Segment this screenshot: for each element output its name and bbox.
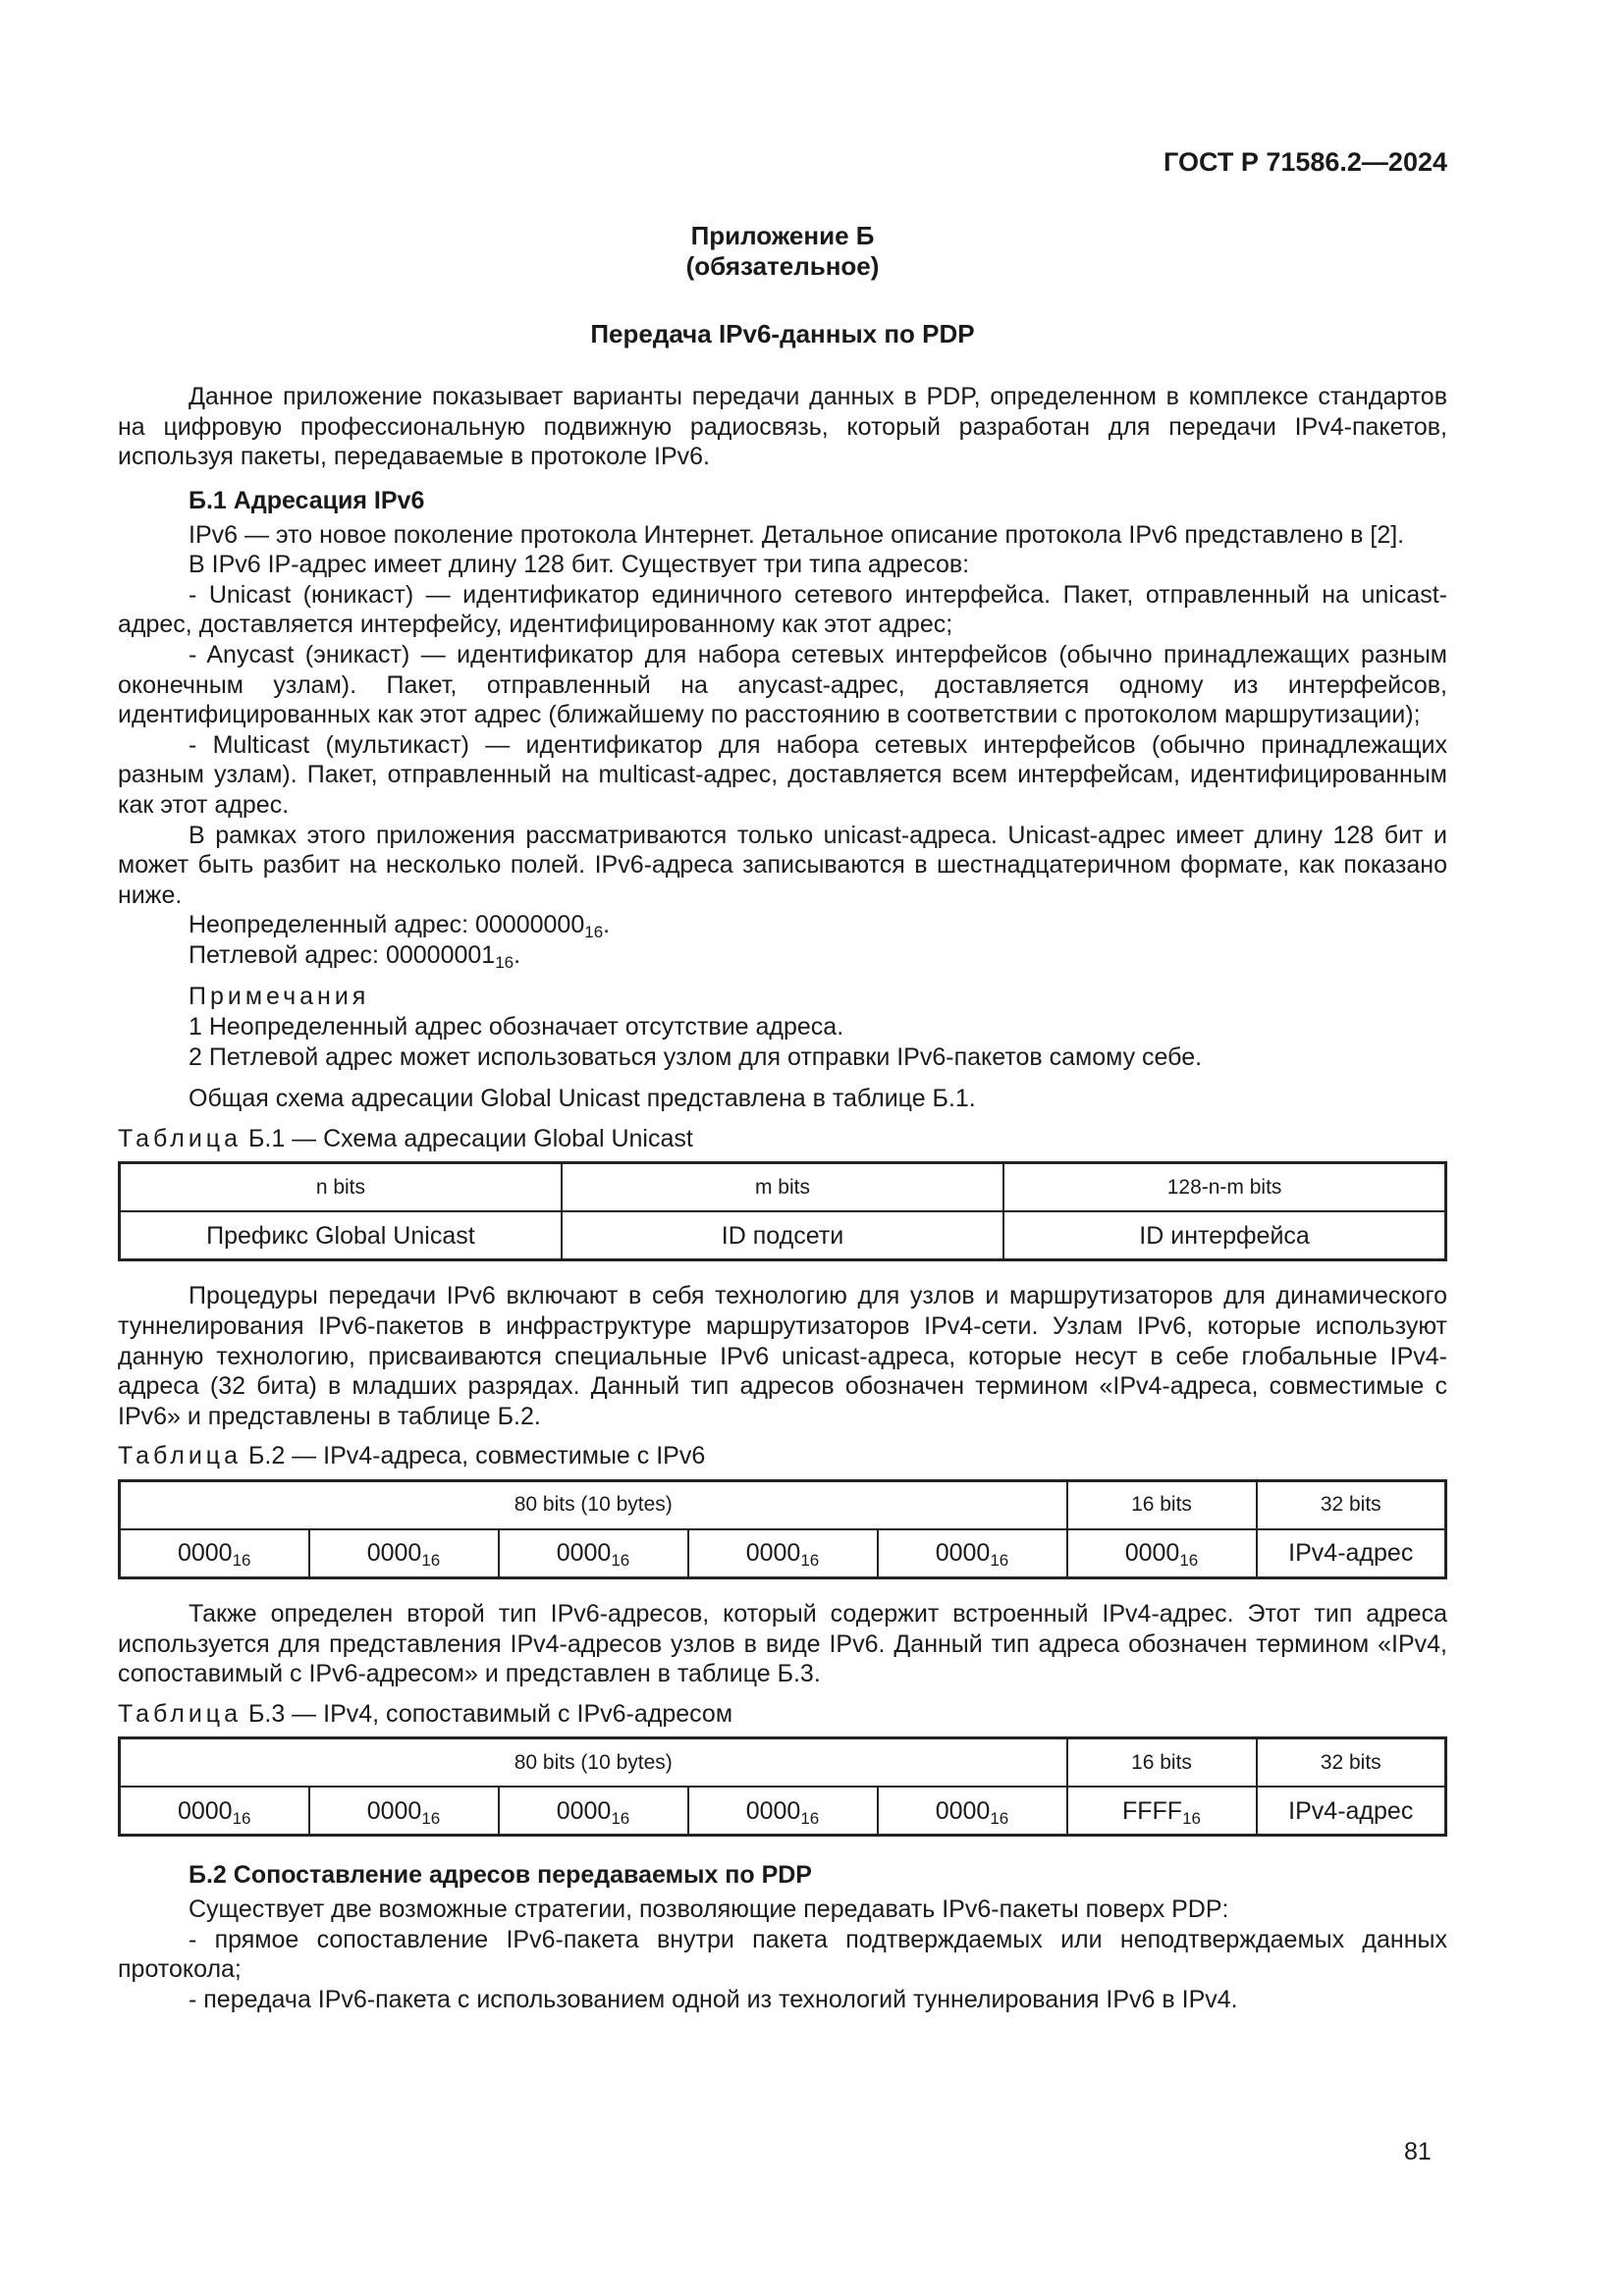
table-cell: $FFFF_{16}$ [1067,1787,1257,1836]
list-item-anycast: - Anycast (эникаст) — идентификатор для набора сетевых интерфейсов (обычно принадлежащих разным оконечным узлам). Пакет, отправленный на anycast-адрес, доставляется одному из интерфейсов, идентифицированных как этот адрес (ближайшему по расстоянию в соответствии с протоколом маршрутизации); [118,640,1447,729]
table-cell: $0000_{16}$ [120,1787,309,1836]
table-b2-caption: Таблица Б.2 — IPv4-адреса, совместимые с IPv6 [118,1442,706,1470]
list-item: - передача IPv6-пакета с использованием одной из технологий туннелирования IPv6 в IPv4. [189,1985,1238,2013]
table-cell: $0000_{16}$ [688,1787,878,1836]
table-b2 [118,1479,1447,1579]
loopback-address: Петлевой адрес: $00000001_{16}$. [189,940,521,972]
table-header-cell: n bits [120,1163,562,1212]
list-item-unicast: - Unicast (юникаст) — идентификатор единичного сетевого интерфейса. Пакет, отправленный на unicast-адрес, доставляется интерфейсу, идентифицированному как этот адрес; [118,580,1447,639]
paragraph: В рамках этого приложения рассматриваются только unicast-адреса. Unicast-адрес имеет длину 128 бит и может быть разбит на несколько полей. IPv6-адреса записываются в шестнадцатеричном формате, как показано ниже. [118,821,1447,909]
table-header-cell: 16 bits [1067,1738,1257,1788]
table-cell: ID интерфейса [1003,1211,1445,1260]
document-page [118,147,1447,2014]
table-b1-caption: Таблица Б.1 — Схема адресации Global Unicast [118,1124,693,1152]
section-b2-heading: Б.2 Сопоставление адресов передаваемых по PDP [189,1861,812,1890]
standard-code: ГОСТ Р 71586.2—2024 [1164,147,1447,177]
table-cell: $0000_{16}$ [499,1529,688,1578]
table-cell: $0000_{16}$ [878,1787,1067,1836]
table-header-cell: m bits [562,1163,1003,1212]
notes-heading: Примечания [189,983,370,1011]
paragraph: Процедуры передачи IPv6 включают в себя технологию для узлов и маршрутизаторов для динамического туннелирования IPv6-пакетов в инфраструктуре маршрутизаторов IPv4-сети. Узлам IPv6, которые используют данную технологию, присваиваются специальные IPv6 unicast-адреса, которые несут в себе глобальные IPv4-адреса (32 бита) в младших разрядах. Данный тип адресов обозначен термином «IPv4-адреса, совместимые с IPv6» и представлены в таблице Б.2. [118,1282,1447,1430]
table-header-cell: 32 bits [1257,1738,1446,1788]
annex-label: Приложение Б [690,220,875,250]
table-b3-caption: Таблица Б.3 — IPv4, сопоставимый с IPv6-адресом [118,1699,733,1728]
annex-status: (обязательное) [685,250,880,281]
unspecified-address: Неопределенный адрес: $00000000_{16}$. [189,911,611,942]
table-cell: IPv4-адрес [1257,1787,1446,1836]
table-cell: $0000_{16}$ [878,1529,1067,1578]
table-cell: $0000_{16}$ [1067,1529,1257,1578]
table-cell: $0000_{16}$ [688,1529,878,1578]
paragraph: IPv6 — это новое поколение протокола Интернет. Детальное описание протокола IPv6 представлено в [2]. [189,520,1405,549]
list-item-multicast: - Multicast (мультикаст) — идентификатор для набора сетевых интерфейсов (обычно принадлежащих разным узлам). Пакет, отправленный на multicast-адрес, доставляется всем интерфейсам, идентифицированным как этот адрес. [118,730,1447,819]
table-header-cell: 16 bits [1067,1481,1257,1530]
section-b1-heading: Б.1 Адресация IPv6 [189,486,425,514]
table-cell: $0000_{16}$ [499,1787,688,1836]
table-cell: $0000_{16}$ [120,1529,309,1578]
annex-title: Передача IPv6-данных по PDP [590,318,975,348]
table-b3 [118,1736,1447,1837]
table-header-cell: 80 bits (10 bytes) [120,1481,1067,1530]
paragraph: Существует две возможные стратегии, позволяющие передавать IPv6-пакеты поверх PDP: [189,1895,1229,1923]
table-b1 [118,1161,1447,1261]
intro-paragraph: Данное приложение показывает варианты передачи данных в PDP, определенном в комплексе стандартов на цифровую профессиональную подвижную радиосвязь, который разработан для передачи IPv4-пакетов, используя пакеты, передаваемые в протоколе IPv6. [118,383,1447,471]
note-1: 1 Неопределенный адрес обозначает отсутствие адреса. [189,1013,844,1041]
table-header-cell: 128-n-m bits [1003,1163,1445,1212]
list-item: - прямое сопоставление IPv6-пакета внутри пакета подтверждаемых или неподтверждаемых данных протокола; [118,1925,1447,1984]
paragraph: Общая схема адресации Global Unicast представлена в таблице Б.1. [189,1085,976,1113]
paragraph: В IPv6 IP-адрес имеет длину 128 бит. Существует три типа адресов: [189,551,970,579]
page-number: 81 [1404,2138,1432,2165]
table-cell: IPv4-адрес [1257,1529,1446,1578]
table-header-cell: 32 bits [1257,1481,1446,1530]
table-cell: $0000_{16}$ [309,1529,499,1578]
paragraph: Также определен второй тип IPv6-адресов, который содержит встроенный IPv4-адрес. Этот тип адреса используется для представления IPv4-адресов узлов в виде IPv6. Данный тип адреса обозначен термином «IPv4, сопоставимый с IPv6-адресом» и представлен в таблице Б.3. [118,1600,1447,1688]
table-cell: $0000_{16}$ [309,1787,499,1836]
table-cell: ID подсети [562,1211,1003,1260]
note-2: 2 Петлевой адрес может использоваться узлом для отправки IPv6-пакетов самому себе. [189,1042,1203,1071]
table-header-cell: 80 bits (10 bytes) [120,1738,1067,1788]
table-cell: Префикс Global Unicast [120,1211,562,1260]
